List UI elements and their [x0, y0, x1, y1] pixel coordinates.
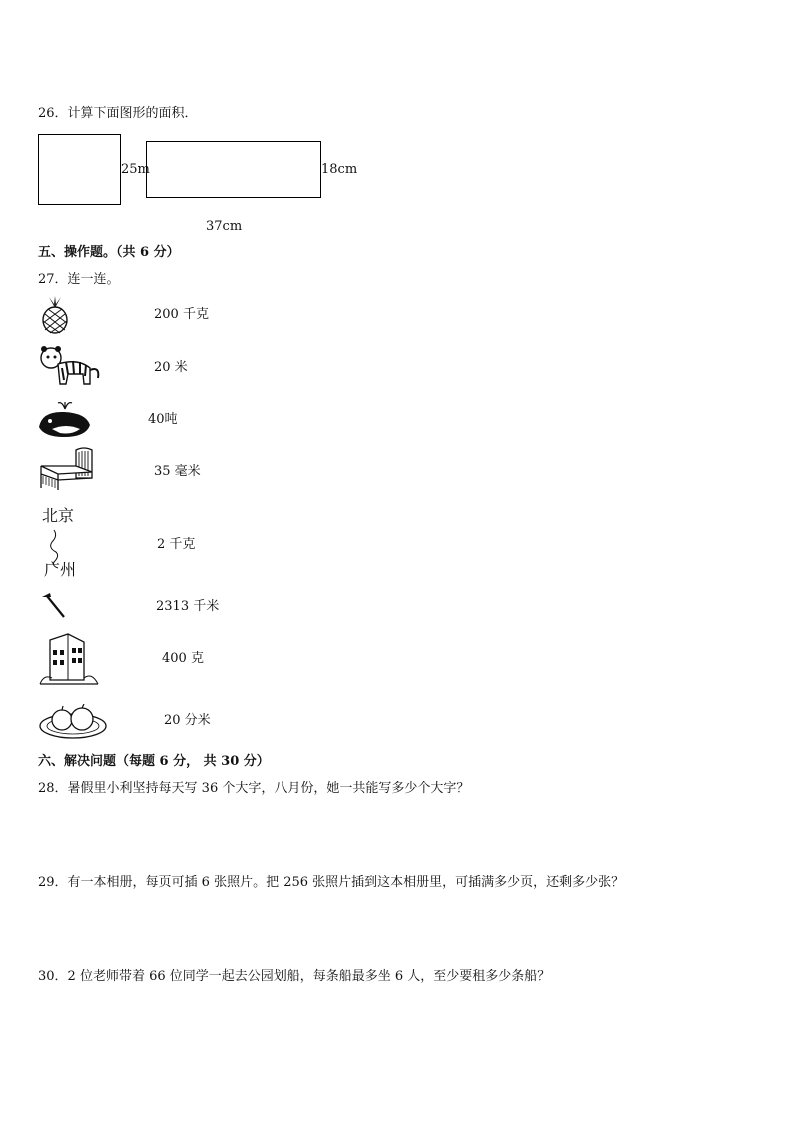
- q27-label-4: 35 毫米: [154, 464, 201, 479]
- nail-icon: [40, 591, 70, 621]
- q27-label-7: 400 克: [162, 651, 204, 666]
- q27-label-5: 2 千克: [157, 537, 196, 552]
- q30-text: 30．2 位老师带着 66 位同学一起去公园划船，每条船最多坐 6 人，至少要租多少条船？: [38, 969, 551, 984]
- q26-text: 26．计算下面图形的面积．: [38, 106, 198, 121]
- tiger-icon: [38, 344, 102, 390]
- q27-text: 27．连一连。: [38, 272, 120, 287]
- map-beijing-label: 北京: [42, 506, 75, 525]
- square-side-label: 25m: [121, 162, 150, 177]
- rectangle-figure: [146, 141, 321, 198]
- q28-text: 28．暑假里小利坚持每天写 36 个大字，八月份，她一共能写多少个大字？: [38, 781, 470, 796]
- q27-label-1: 200 千克: [154, 307, 209, 322]
- whale-icon: [36, 399, 94, 439]
- q27-label-6: 2313 千米: [156, 599, 220, 614]
- pineapple-icon: [38, 296, 72, 334]
- square-figure: [38, 134, 121, 205]
- rect-height-label: 18cm: [321, 162, 358, 177]
- bed-icon: [38, 446, 94, 492]
- q27-label-3: 40吨: [148, 412, 178, 427]
- building-icon: [38, 630, 100, 686]
- q29-text: 29．有一本相册，每页可插 6 张照片。把 256 张照片插到这本相册里，可插满多少页，还剩多少张？: [38, 875, 625, 890]
- map-guangzhou-label: 广州: [44, 560, 77, 579]
- fruit-plate-icon: [38, 704, 108, 740]
- rect-width-label: 37cm: [206, 219, 243, 234]
- beijing-guangzhou-map: [38, 506, 88, 582]
- q27-label-2: 20 米: [154, 360, 188, 375]
- section6-title: 六、解决问题（每题 6 分， 共 30 分）: [38, 754, 270, 769]
- section5-title: 五、操作题。（共 6 分）: [38, 245, 180, 260]
- q27-label-8: 20 分米: [164, 713, 211, 728]
